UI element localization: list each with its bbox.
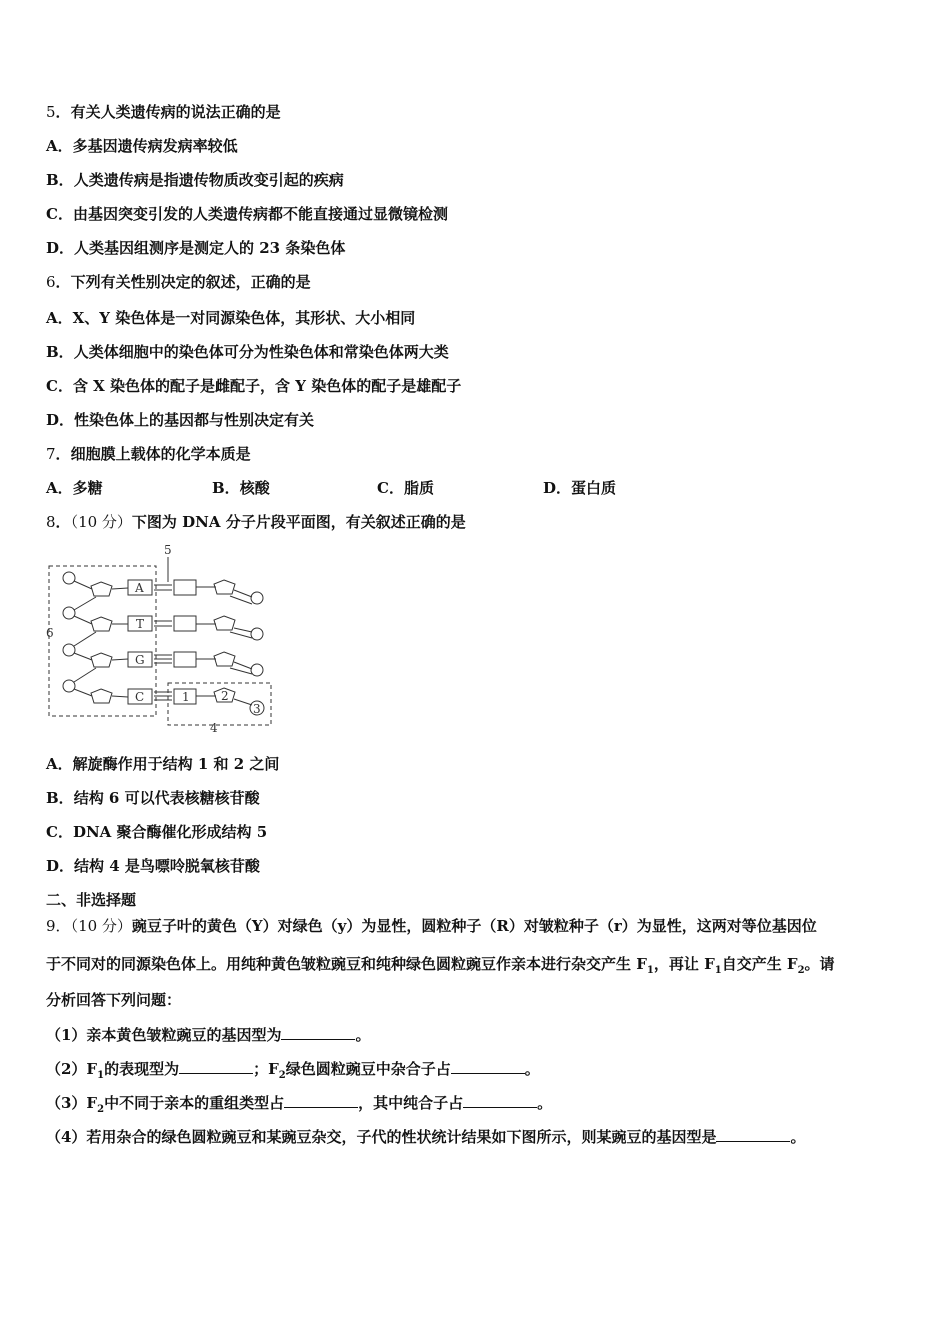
option-text: 人类遗传病是指遗传物质改变引起的疾病 [73,171,344,189]
q9-stem-line-1: 9．（10 分）豌豆子叶的黄色（Y）对绿色（y）为显性，圆粒种子（R）对皱粒种子（r）为显性，这两对等位基因位 [46,917,817,935]
q6-option-a[interactable] [46,308,415,328]
answer-blank[interactable] [284,1093,358,1108]
option-label: C． [377,479,404,497]
option-label: B． [212,479,240,497]
q8-option-b[interactable] [46,788,260,808]
option-text: 解旋酶作用于结构 1 和 2 之间 [72,755,280,773]
option-text: DNA 聚合酶催化形成结构 5 [72,823,268,841]
q5-stem: 5．有关人类遗传病的说法正确的是 [46,103,281,121]
option-text: 含 X 染色体的配子是雌配子，含 Y 染色体的配子是雄配子 [72,377,462,395]
q7-stem-text: 细胞膜上载体的化学本质是 [70,445,251,463]
answer-blank[interactable] [179,1059,253,1074]
q7-stem: 7．细胞膜上载体的化学本质是 [46,445,251,463]
label-4: 4 [210,721,218,734]
option-label: D． [543,479,572,497]
section-heading: 二、非选择题 [46,891,137,909]
answer-blank[interactable] [463,1093,537,1108]
q5-option-c[interactable] [46,204,448,224]
base-t: T [136,617,145,631]
q5-option-d[interactable] [46,238,345,258]
q9-part-3: $(3)F_2$中不同于亲本的重组类型占 ，其中纯合子占 。 [46,1094,553,1115]
answer-blank[interactable] [451,1059,525,1074]
label-1: 1 [182,690,190,704]
option-label: B． [46,789,74,807]
q6-stem-text: 下列有关性别决定的叙述，正确的是 [70,273,311,291]
q7-option-a[interactable] [46,478,103,498]
q5-number: 5 [46,103,56,121]
q8-option-a[interactable] [46,754,279,774]
option-text: 人类体细胞中的染色体可分为性染色体和常染色体两大类 [73,343,449,361]
q9-score: （10 分） [70,917,132,935]
option-text: 人类基因组测序是测定人的 23 条染色体 [74,239,346,257]
q7-option-c[interactable] [377,478,434,498]
option-label: A． [46,755,73,773]
answer-blank[interactable] [281,1025,355,1040]
option-label: B． [46,343,74,361]
option-text: 多糖 [72,479,103,497]
q7-option-d[interactable] [543,478,616,498]
right-bases [174,580,196,704]
option-label: C． [46,205,73,223]
q8-stem: 8．（10 分）下图为 DNA 分子片段平面图，有关叙述正确的是 [46,513,466,531]
q6-option-b[interactable] [46,342,449,362]
q8-option-c[interactable] [46,822,267,842]
right-strand [196,580,264,715]
option-label: D． [46,411,75,429]
q6-stem: 6．下列有关性别决定的叙述，正确的是 [46,273,311,291]
q9-part-4: （4）若用杂合的绿色圆粒豌豆和某豌豆杂交，子代的性状统计结果如下图所示，则某豌豆的基因型是 。 [46,1128,806,1146]
option-text: X、Y 染色体是一对同源染色体，其形状、大小相同 [72,309,416,327]
q7-number: 7 [46,445,56,463]
option-label: A． [46,479,73,497]
option-label: A． [46,309,73,327]
option-label: D． [46,857,75,875]
option-label: D． [46,239,75,257]
option-text: 结构 4 是鸟嘌呤脱氧核苷酸 [74,857,260,875]
q8-number: 8 [46,513,56,531]
label-6: 6 [46,626,54,640]
option-label: C． [46,823,73,841]
q6-option-d[interactable] [46,410,314,430]
left-strand [63,572,128,703]
option-text: 性染色体上的基因都与性别决定有关 [74,411,315,429]
base-a: A [135,581,144,595]
q6-option-c[interactable] [46,376,461,396]
option-label: B． [46,171,74,189]
answer-blank[interactable] [716,1127,790,1142]
option-text: 多基因遗传病发病率较低 [72,137,238,155]
option-text: 核酸 [239,479,270,497]
option-text: 结构 6 可以代表核糖核苷酸 [73,789,260,807]
label-5: 5 [164,543,172,557]
q8-score: （10 分） [70,513,132,531]
q6-number: 6 [46,273,56,291]
q7-option-b[interactable] [212,478,270,498]
base-g: G [135,653,145,667]
q8-stem-text: 下图为 DNA 分子片段平面图，有关叙述正确的是 [131,513,466,531]
left-bases [128,580,152,704]
label-2: 2 [221,689,229,703]
q8-option-d[interactable] [46,856,260,876]
q9-part-1: （1）亲本黄色皱粒豌豆的基因型为 。 [46,1026,371,1044]
label-3: 3 [253,702,261,716]
q5-stem-text: 有关人类遗传病的说法正确的是 [70,103,281,121]
option-label: A． [46,137,73,155]
q5-option-a[interactable] [46,136,238,156]
q9-part-2: $(2)F_1$的表现型为 ；$F_2$绿色圆粒豌豆中杂合子占 。 [46,1060,540,1081]
base-c: C [135,690,145,704]
q5-option-b[interactable] [46,170,344,190]
dna-fragment-diagram [44,542,276,734]
option-label: C． [46,377,73,395]
option-text: 由基因突变引发的人类遗传病都不能直接通过显微镜检测 [72,205,448,223]
q9-number: 9 [46,917,56,935]
q9-stem-line-3: 分析回答下列问题： [46,991,182,1009]
option-text: 脂质 [403,479,434,497]
q9-stem-line-2: 于不同对的同源染色体上。用纯种黄色皱粒豌豆和纯种绿色圆粒豌豆作亲本进行杂交产生 $F_1$，再让 $F_1$自交产生 $F_2$。请 [46,955,835,976]
option-text: 蛋白质 [571,479,617,497]
